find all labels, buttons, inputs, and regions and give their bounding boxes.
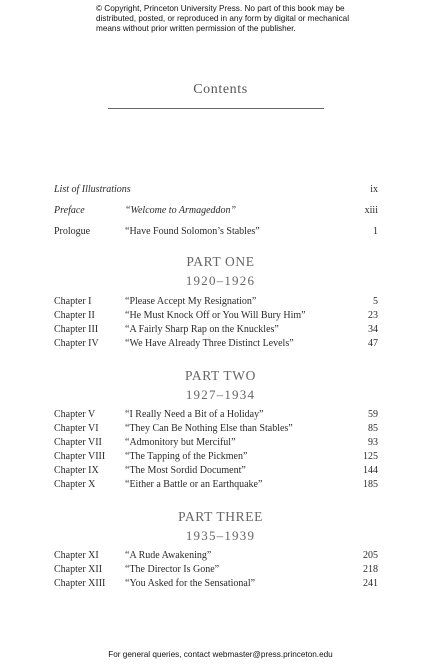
copyright-line: distributed, posted, or reproduced in any form by digital or mechanical	[96, 14, 350, 23]
toc-title: “The Director Is Gone”	[125, 564, 220, 575]
toc-row-chapter	[54, 323, 378, 337]
toc-label: Prologue	[54, 226, 91, 237]
contents-heading: Contents	[193, 82, 248, 97]
toc-title: “Either a Battle or an Earthquake”	[125, 479, 263, 490]
toc-label: Chapter II	[54, 310, 95, 321]
toc-row-chapter	[54, 408, 378, 422]
toc-page-number: 125	[363, 451, 378, 462]
toc-page-number: ix	[370, 184, 378, 195]
toc-page-number: 34	[368, 324, 378, 335]
toc-row-chapter	[54, 295, 378, 309]
part-one-years: 1920–1926	[185, 273, 256, 288]
toc-title: “The Tapping of the Pickmen”	[125, 451, 248, 462]
toc-label: List of Illustrations	[54, 184, 131, 195]
toc-label: Chapter I	[54, 296, 92, 307]
toc-row-chapter	[54, 450, 378, 464]
toc-row-chapter	[54, 464, 378, 478]
toc-title: “A Rude Awakening”	[125, 550, 212, 561]
copyright-notice	[96, 4, 386, 34]
toc-row-chapter	[54, 478, 378, 492]
toc-title: “Admonitory but Merciful”	[125, 437, 236, 448]
toc-page-number: 185	[363, 479, 378, 490]
toc-label: Chapter VII	[54, 437, 102, 448]
part-one-heading: PART ONE	[186, 254, 255, 269]
toc-label: Chapter X	[54, 479, 96, 490]
toc-row-list-of-illustrations	[54, 183, 378, 197]
toc-page-number: 241	[363, 578, 378, 589]
toc-page-number: 93	[368, 437, 378, 448]
copyright-line: © Copyright, Princeton University Press. No part of this book may be	[96, 4, 345, 13]
toc-title: “Welcome to Armageddon”	[125, 205, 237, 216]
toc-page-number: 47	[368, 338, 378, 349]
toc-label: Chapter XIII	[54, 578, 106, 589]
toc-page-number: 23	[368, 310, 378, 321]
toc-row-chapter	[54, 309, 378, 323]
toc-title: “Have Found Solomon’s Stables”	[125, 226, 260, 237]
part-two-heading: PART TWO	[185, 368, 256, 383]
toc-title: “We Have Already Three Distinct Levels”	[125, 338, 294, 349]
toc-page-number: xiii	[364, 205, 378, 216]
toc-row-chapter	[54, 563, 378, 577]
heading-rule	[108, 108, 324, 109]
toc-page-number: 144	[363, 465, 378, 476]
toc-row-prologue	[54, 225, 378, 239]
toc-page-number: 205	[363, 550, 378, 561]
toc-label: Chapter XII	[54, 564, 103, 575]
toc-page-number: 5	[373, 296, 378, 307]
toc-page-number: 85	[368, 423, 378, 434]
part-three-years: 1935–1939	[185, 528, 256, 543]
toc-page-number: 1	[373, 226, 378, 237]
toc-label: Chapter III	[54, 324, 99, 335]
toc-label: Preface	[54, 205, 85, 216]
toc-row-chapter	[54, 422, 378, 436]
toc-label: Chapter XI	[54, 550, 99, 561]
toc-page-number: 218	[363, 564, 378, 575]
toc-row-chapter	[54, 549, 378, 563]
toc-title: “I Really Need a Bit of a Holiday”	[125, 409, 264, 420]
footer-contact-note: For general queries, contact webmaster@press.princeton.edu	[108, 650, 333, 659]
copyright-line: means without prior written permission of the publisher.	[96, 24, 296, 33]
toc-row-preface	[54, 204, 378, 218]
toc-label: Chapter IV	[54, 338, 99, 349]
part-three-heading: PART THREE	[178, 509, 263, 524]
toc-title: “You Asked for the Sensational”	[125, 578, 256, 589]
toc-title: “He Must Knock Off or You Will Bury Him”	[125, 310, 306, 321]
part-two-years: 1927–1934	[185, 387, 256, 402]
toc-label: Chapter VI	[54, 423, 99, 434]
toc-label: Chapter VIII	[54, 451, 106, 462]
toc-title: “They Can Be Nothing Else than Stables”	[125, 423, 293, 434]
toc-title: “The Most Sordid Document”	[125, 465, 246, 476]
toc-row-chapter	[54, 577, 378, 591]
toc-label: Chapter IX	[54, 465, 99, 476]
toc-row-chapter	[54, 337, 378, 351]
toc-label: Chapter V	[54, 409, 96, 420]
toc-row-chapter	[54, 436, 378, 450]
toc-title: “Please Accept My Resignation”	[125, 296, 257, 307]
toc-page-number: 59	[368, 409, 378, 420]
toc-title: “A Fairly Sharp Rap on the Knuckles”	[125, 324, 279, 335]
